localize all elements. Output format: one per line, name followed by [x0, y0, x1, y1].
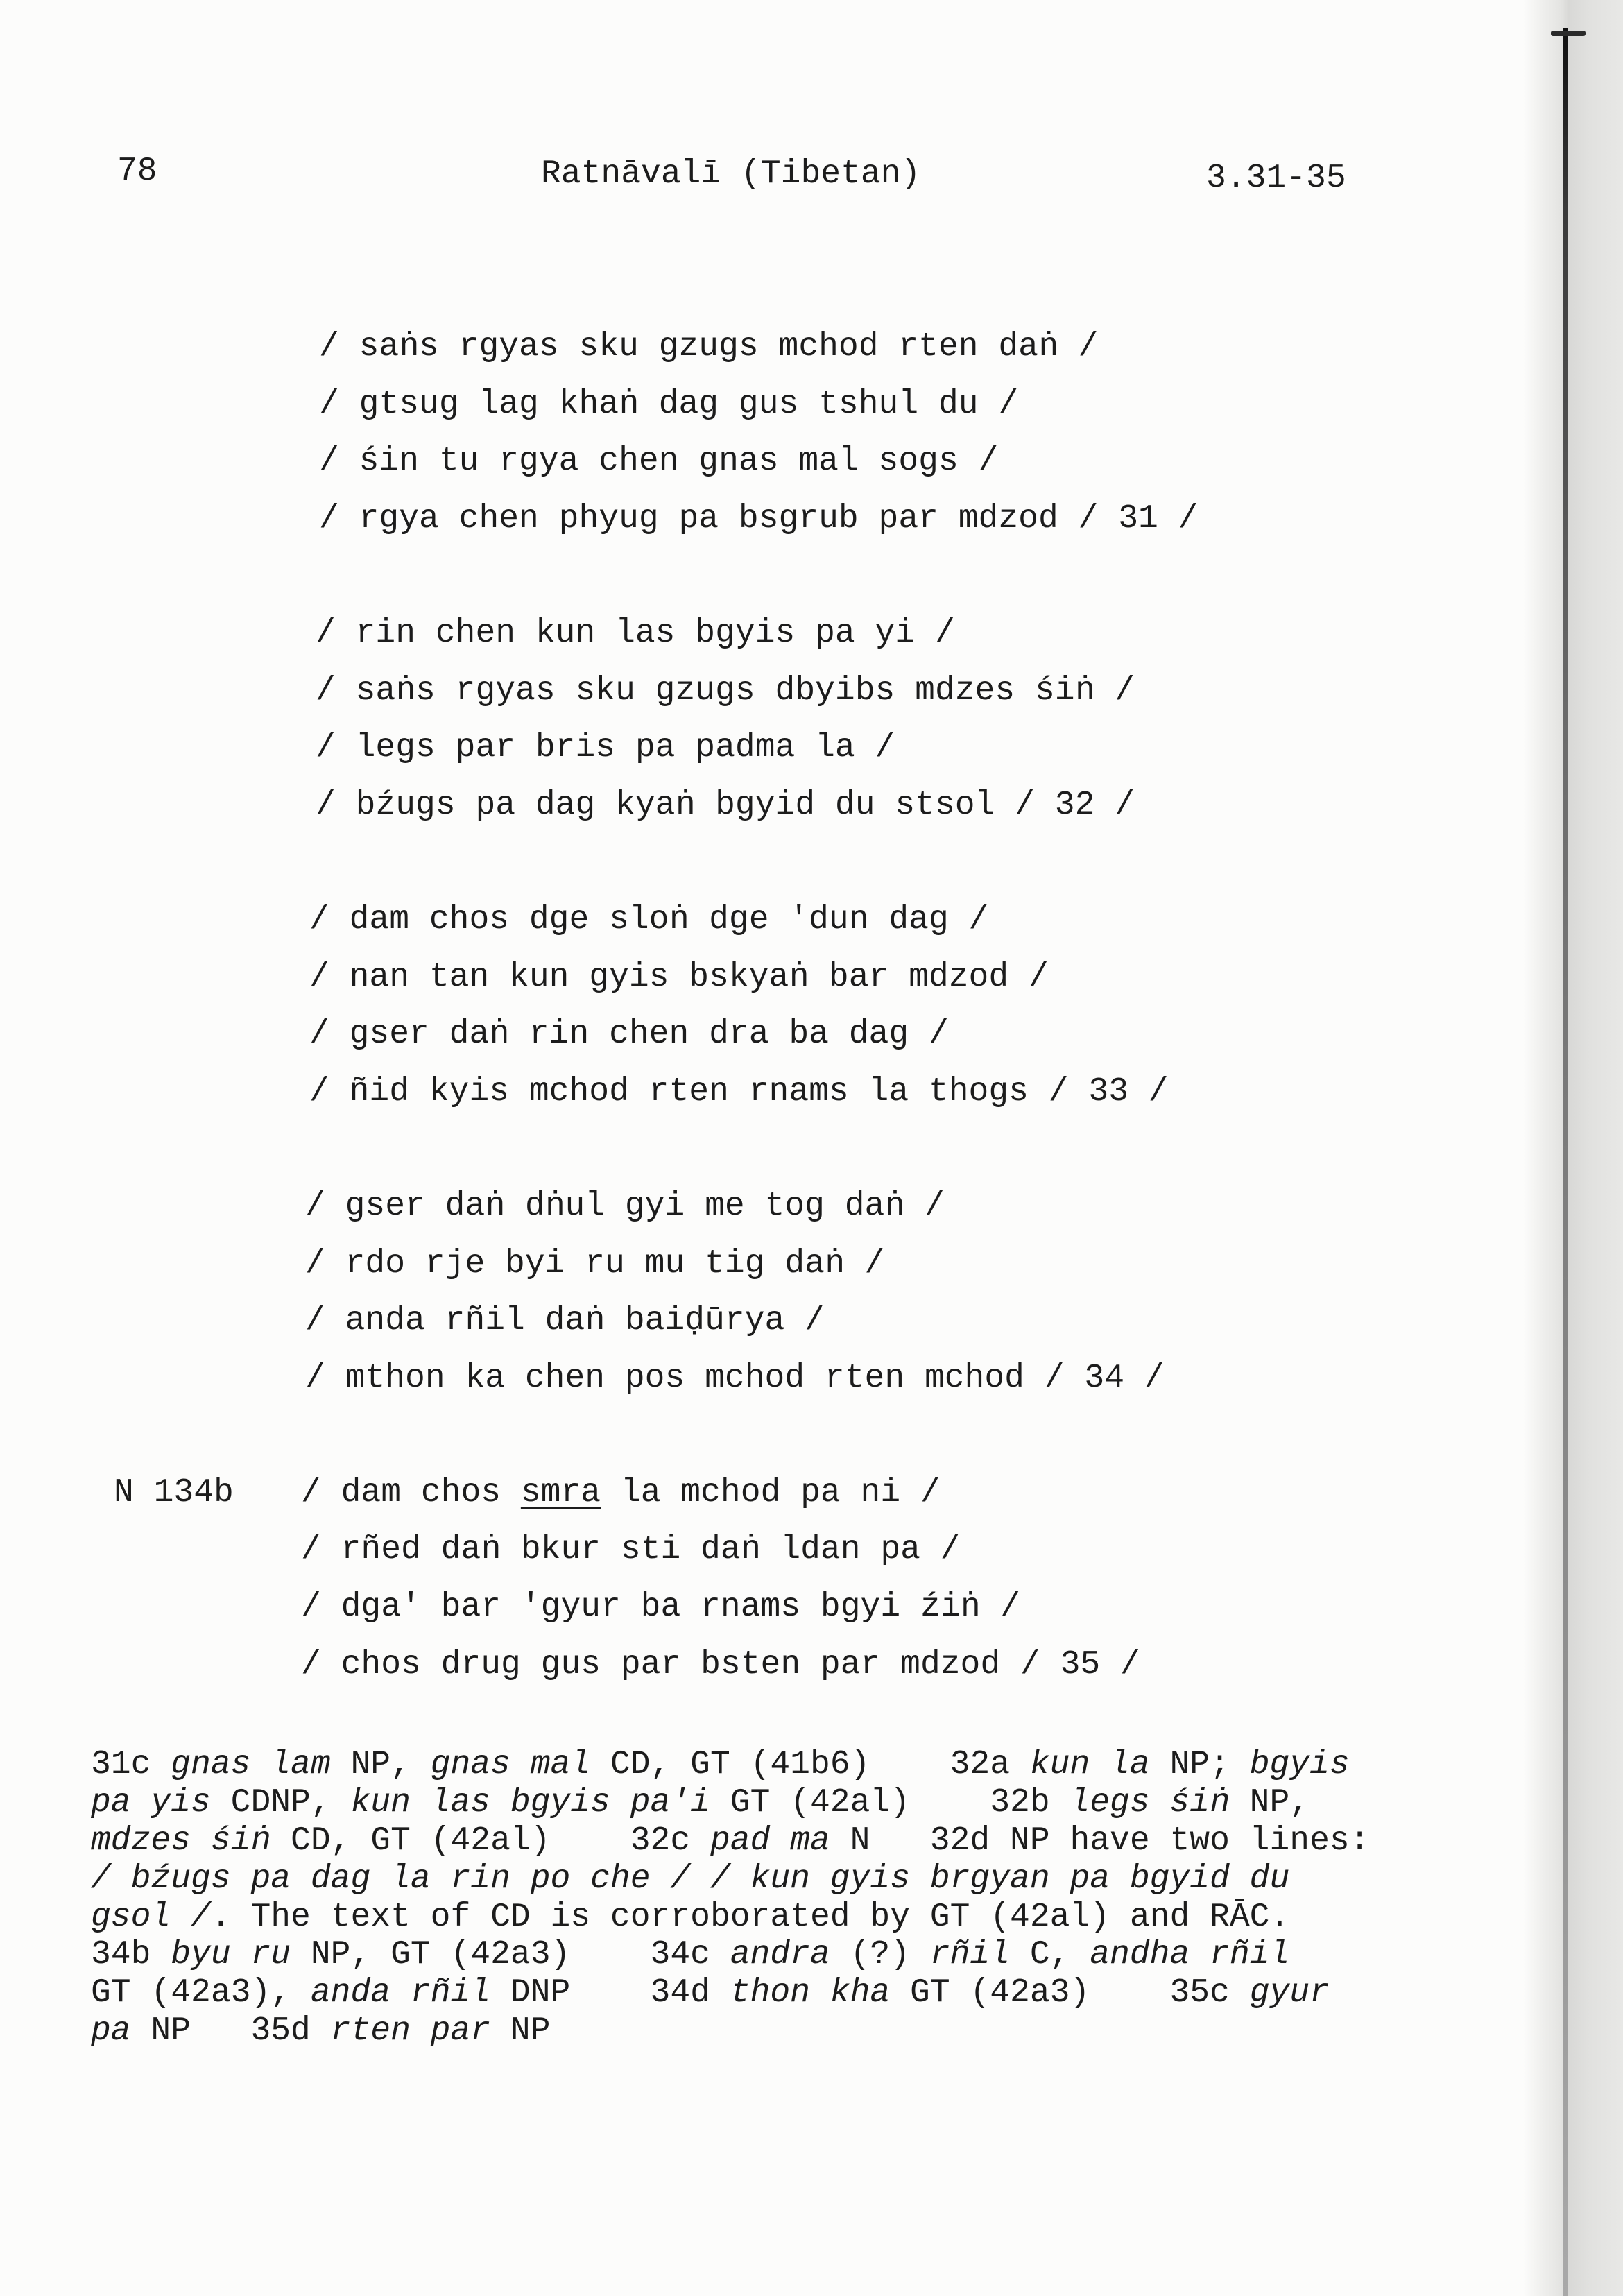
footnote-italic-text: kun la — [1029, 1746, 1150, 1783]
footnote-italic-text: pad ma — [710, 1822, 830, 1860]
footnote-text: DNP 34d — [490, 1974, 730, 2012]
stanza-32 — [0, 605, 1491, 834]
scan-edge-mark — [1551, 31, 1586, 36]
footnote-text: NP, — [330, 1746, 431, 1783]
folio-reference: N 134b — [114, 1474, 234, 1511]
footnote-italic-text: pa — [91, 2012, 131, 2050]
footnote-text: CD, GT (42al) 32c — [270, 1822, 710, 1860]
footnote-italic-text: rñil — [929, 1936, 1011, 1974]
verse-line: / dam chos dge sloṅ dge 'dun dag / — [309, 900, 989, 939]
verse-line: / gser daṅ rin chen dra ba dag / — [309, 1016, 949, 1054]
footnote-italic-text: rten par — [330, 2012, 491, 2050]
footnote-text: CD, GT (41b6) 32a — [590, 1746, 1030, 1783]
footnote-italic-text: gyur — [1249, 1974, 1330, 2012]
verse-line: / rin chen kun las bgyis pa yi / — [316, 614, 955, 652]
running-title: Ratnāvalī (Tibetan) — [541, 155, 921, 193]
verse-line: / legs par bris pa padma la / — [316, 729, 895, 767]
verse-line — [301, 1464, 1491, 1522]
footnote-text: CDNP, — [210, 1783, 351, 1822]
footnote-italic-text: thon kha — [730, 1974, 891, 2012]
verse-line: / śin tu rgya chen gnas mal sogs / — [319, 443, 999, 481]
footnote-italic-text: bgyis — [1249, 1746, 1350, 1783]
verse-line: / nan tan kun gyis bskyaṅ bar mdzod / — [309, 958, 1049, 996]
footnote-line — [91, 1822, 1478, 1860]
stanza-33 — [0, 891, 1491, 1120]
scan-edge — [1523, 0, 1623, 2296]
footnote-italic-text: gsol / — [91, 1898, 211, 1936]
footnote-italic-text: legs śiṅ — [1070, 1783, 1230, 1822]
footnote-text: NP, — [1229, 1783, 1310, 1822]
verse-line: / mthon ka chen pos mchod rten mchod / 34 / — [305, 1359, 1165, 1397]
footnote-italic-text: gnas lam — [171, 1746, 331, 1783]
verse-line: / ñid kyis mchod rten rnams la thogs / 33 / — [309, 1072, 1169, 1111]
verse-line: / saṅs rgyas sku gzugs dbyibs mdzes śiṅ / — [316, 671, 1135, 710]
footnote-italic-text: byu ru — [171, 1936, 291, 1974]
footnotes — [91, 1746, 1478, 2050]
verse-range: 3.31-35 — [1206, 160, 1346, 197]
footnote-italic-text: mdzes śiṅ — [91, 1822, 271, 1860]
footnote-italic-text: kun las bgyis pa'i — [350, 1783, 710, 1822]
footnote-text: NP, GT (42a3) 34c — [291, 1936, 730, 1974]
verse-line: / anda rñil daṅ baiḍūrya / — [305, 1302, 825, 1340]
footnote-text: GT (42al) 32b — [710, 1783, 1070, 1822]
footnote-line — [91, 1936, 1478, 1974]
verse-text: / dam chos — [301, 1473, 521, 1511]
footnote-italic-text: / bźugs pa dag la rin po che / / kun gyis brgyan pa bgyid du — [91, 1860, 1290, 1898]
footnote-line — [91, 1899, 1478, 1937]
footnote-line — [91, 2012, 1478, 2050]
verse-line: / chos drug gus par bsten par mdzod / 35 / — [301, 1645, 1140, 1684]
verse-line: / rñed daṅ bkur sti daṅ ldan pa / — [301, 1531, 961, 1569]
footnote-line — [91, 1974, 1478, 2012]
stanza-34 — [0, 1178, 1491, 1407]
footnote-text: C, — [1010, 1936, 1090, 1974]
verse-section — [0, 318, 1491, 1751]
footnote-text: (?) — [830, 1936, 930, 1974]
verse-line: / rgya chen phyug pa bsgrub par mdzod / 31 / — [319, 499, 1199, 538]
verse-line: / rdo rje byi ru mu tig daṅ / — [305, 1244, 885, 1283]
footnote-text: N 32d NP have two lines: — [830, 1822, 1370, 1860]
footnote-italic-text: andra — [730, 1936, 830, 1974]
verse-line: / gtsug lag khaṅ dag gus tshul du / — [319, 385, 1019, 423]
footnote-text: . The text of CD is corroborated by GT (42al) and RĀC. — [210, 1898, 1290, 1936]
underlined-word: smra — [520, 1473, 601, 1511]
footnote-line — [91, 1860, 1478, 1899]
footnote-italic-text: gnas mal — [430, 1746, 591, 1783]
page-number: 78 — [117, 153, 157, 190]
verse-line: / bźugs pa dag kyaṅ bgyid du stsol / 32 / — [316, 786, 1135, 824]
verse-line: / saṅs rgyas sku gzugs mchod rten daṅ / — [319, 328, 1099, 366]
footnote-text: 31c — [91, 1746, 171, 1783]
footnote-italic-text: andha rñil — [1090, 1936, 1290, 1974]
footnote-italic-text: anda rñil — [310, 1974, 491, 2012]
footnote-text: NP; — [1149, 1746, 1250, 1783]
verse-line: / gser daṅ dṅul gyi me tog daṅ / — [305, 1187, 945, 1225]
footnote-italic-text: pa yis — [91, 1783, 211, 1822]
footnote-text: GT (42a3) 35c — [890, 1974, 1250, 2012]
footnote-text: GT (42a3), — [91, 1974, 311, 2012]
footnote-line — [91, 1784, 1478, 1822]
footnote-text: NP 35d — [130, 2012, 331, 2050]
scan-edge-line — [1563, 28, 1568, 2296]
footnote-line — [91, 1746, 1478, 1784]
verse-text: la mchod pa ni / — [601, 1473, 941, 1511]
verse-line: / dga' bar 'gyur ba rnams bgyi źiṅ / — [301, 1588, 1020, 1627]
footnote-text: NP — [490, 2012, 551, 2050]
stanza-31 — [0, 318, 1491, 547]
footnote-text: 34b — [91, 1936, 171, 1974]
